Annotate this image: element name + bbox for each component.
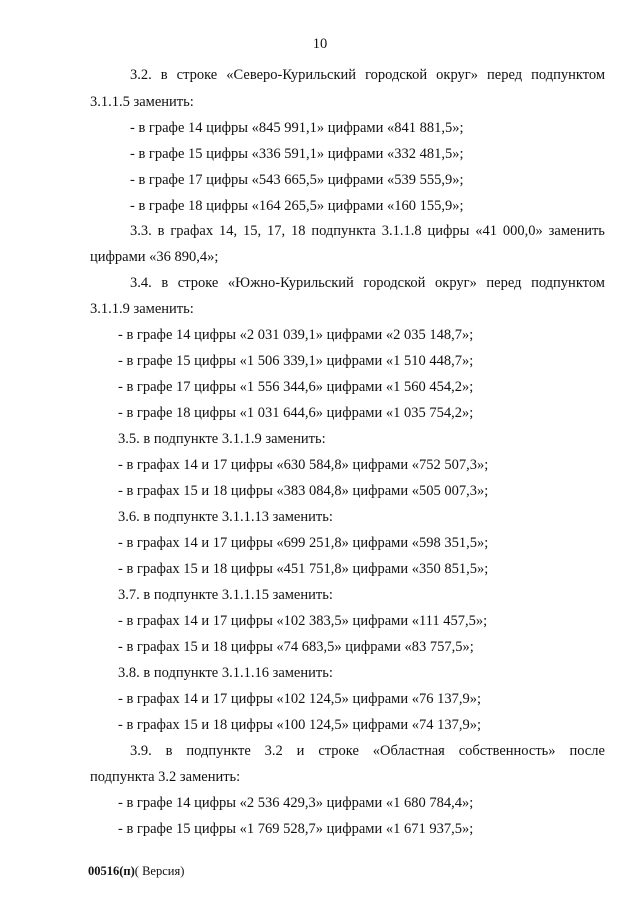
word: 18 [290,223,306,239]
word: после [569,743,605,759]
word: 3.2 [264,743,283,759]
word: 14, [218,223,238,239]
word: перед [487,67,523,83]
word: цифры [427,223,470,239]
paragraph-3-9-heading [130,742,605,760]
word: строке [177,275,219,291]
document-footer [88,864,184,879]
list-item: - в графах 15 и 18 цифры «100 124,5» цифрами «74 137,9»; [118,717,481,733]
list-item: - в графе 17 цифры «1 556 344,6» цифрами «1 560 454,2»; [118,379,474,395]
word: 3.3. [130,223,152,239]
word: подпунктом [531,67,605,83]
word: подпунктом [531,275,605,291]
word: округ» [436,67,478,83]
word: в [165,743,173,759]
paragraph-3-3-heading [130,222,605,240]
paragraph-line: цифрами «36 890,4»; [90,249,219,265]
paragraph-line: 3.1.1.9 заменить: [90,301,194,317]
paragraph-3-5-heading: 3.5. в подпункте 3.1.1.9 заменить: [118,431,326,447]
word: 3.4. [130,275,152,291]
word: «Областная [372,743,445,759]
word: строке [176,67,218,83]
list-item: - в графе 15 цифры «1 506 339,1» цифрами «1 510 448,7»; [118,353,474,369]
word: 15, [242,223,262,239]
list-item: - в графах 15 и 18 цифры «451 751,8» цифрами «350 851,5»; [118,561,489,577]
word: 000,0» [502,223,543,239]
word: подпункте [186,743,251,759]
word: в [157,223,165,239]
word: городской [365,67,428,83]
word: строке [318,743,359,759]
word: подпункта [311,223,376,239]
paragraph-3-4-heading [130,274,605,292]
paragraph-3-8-heading: 3.8. в подпункте 3.1.1.16 заменить: [118,665,333,681]
list-item: - в графе 15 цифры «1 769 528,7» цифрами «1 671 937,5»; [118,821,474,837]
word: 3.1.1.8 [381,223,422,239]
list-item: - в графах 14 и 17 цифры «630 584,8» цифрами «752 507,3»; [118,457,489,473]
word: «Северо-Курильский [226,67,357,83]
paragraph-3-6-heading: 3.6. в подпункте 3.1.1.13 заменить: [118,509,333,525]
list-item: - в графах 15 и 18 цифры «383 084,8» цифрами «505 007,3»; [118,483,489,499]
page-number: 10 [312,36,328,52]
word: перед [486,275,522,291]
paragraph-line: 3.1.1.5 заменить: [90,94,194,110]
list-item: - в графе 18 цифры «164 265,5» цифрами «160 155,9»; [130,198,464,214]
word: 17, [266,223,286,239]
list-item: - в графе 17 цифры «543 665,5» цифрами «539 555,9»; [130,172,464,188]
list-item: - в графах 14 и 17 цифры «102 383,5» цифрами «111 457,5»; [118,613,488,629]
list-item: - в графе 15 цифры «336 591,1» цифрами «332 481,5»; [130,146,464,162]
word: собственность» [458,743,556,759]
list-item: - в графе 14 цифры «2 536 429,3» цифрами «1 680 784,4»; [118,795,474,811]
list-item: - в графе 14 цифры «845 991,1» цифрами «841 881,5»; [130,120,464,136]
word: в [160,67,168,83]
word: «Южно-Курильский [227,275,354,291]
paragraph-line: подпункта 3.2 заменить: [90,769,241,785]
list-item: - в графах 15 и 18 цифры «74 683,5» цифрами «83 757,5»; [118,639,474,655]
list-item: - в графе 18 цифры «1 031 644,6» цифрами «1 035 754,2»; [118,405,474,421]
word: и [296,743,305,759]
word: городской [363,275,426,291]
word: заменить [548,223,605,239]
list-item: - в графах 14 и 17 цифры «699 251,8» цифрами «598 351,5»; [118,535,489,551]
word: 3.2. [130,67,152,83]
word: в [161,275,169,291]
paragraph-3-2-heading [130,66,605,84]
word: «41 [475,223,498,239]
word: округ» [435,275,477,291]
version-label: ( Версия) [134,864,185,878]
word: графах [170,223,214,239]
list-item: - в графах 14 и 17 цифры «102 124,5» цифрами «76 137,9»; [118,691,481,707]
list-item: - в графе 14 цифры «2 031 039,1» цифрами «2 035 148,7»; [118,327,474,343]
paragraph-3-7-heading: 3.7. в подпункте 3.1.1.15 заменить: [118,587,333,603]
word: 3.9. [130,743,152,759]
document-code: 00516(п) [88,864,135,878]
